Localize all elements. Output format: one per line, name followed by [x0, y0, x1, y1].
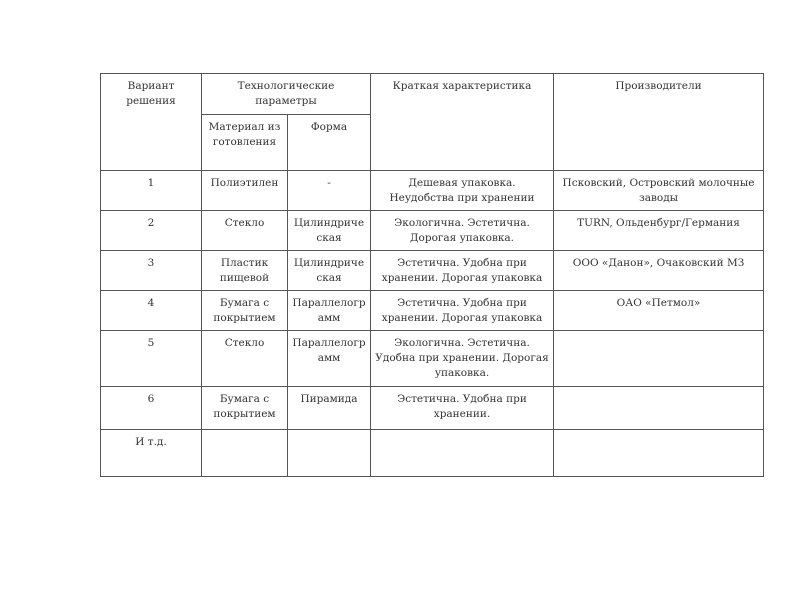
cell-producers: Псковский, Островский молочные заводы — [554, 171, 764, 211]
cell-variant: 2 — [101, 211, 202, 251]
cell-producers — [554, 387, 764, 430]
cell-variant: 3 — [101, 251, 202, 291]
cell-material: Стекло — [202, 211, 288, 251]
table-row — [101, 387, 764, 430]
cell-producers: TURN, Ольденбург/Германия — [554, 211, 764, 251]
header-tech-params: Технологические параметры — [202, 74, 371, 115]
cell-variant: 4 — [101, 291, 202, 331]
table-row — [101, 251, 764, 291]
header-characteristic: Краткая характеристика — [371, 74, 554, 171]
table-row — [101, 430, 764, 477]
cell-characteristic: Эстетична. Удобна при хранении. — [371, 387, 554, 430]
cell-variant: И т.д. — [101, 430, 202, 477]
cell-variant: 5 — [101, 331, 202, 387]
table-row — [101, 331, 764, 387]
cell-producers: ООО «Данон», Очаковский МЗ — [554, 251, 764, 291]
cell-variant: 6 — [101, 387, 202, 430]
cell-characteristic: Экологична. Эстетична. Дорогая упаковка. — [371, 211, 554, 251]
cell-producers — [554, 331, 764, 387]
cell-material — [202, 430, 288, 477]
header-form: Форма — [288, 115, 371, 171]
cell-form: - — [288, 171, 371, 211]
cell-characteristic: Эстетична. Удобна при хранении. Дорогая упаковка — [371, 291, 554, 331]
header-variant: Вариант решения — [101, 74, 202, 171]
cell-material: Бумага с покрытием — [202, 387, 288, 430]
cell-characteristic: Эстетична. Удобна при хранении. Дорогая упаковка — [371, 251, 554, 291]
cell-form: Пирамида — [288, 387, 371, 430]
cell-producers — [554, 430, 764, 477]
header-producers: Производители — [554, 74, 764, 171]
cell-material: Полиэтилен — [202, 171, 288, 211]
cell-material: Бумага с покрытием — [202, 291, 288, 331]
cell-producers: ОАО «Петмол» — [554, 291, 764, 331]
cell-characteristic: Экологична. Эстетична. Удобна при хранении. Дорогая упаковка. — [371, 331, 554, 387]
cell-form — [288, 430, 371, 477]
solutions-table — [100, 73, 764, 477]
table-row — [101, 171, 764, 211]
header-row — [101, 74, 764, 115]
cell-characteristic — [371, 430, 554, 477]
cell-material: Стекло — [202, 331, 288, 387]
cell-form: Параллелограмм — [288, 291, 371, 331]
cell-form: Цилиндрическая — [288, 251, 371, 291]
cell-form: Цилиндрическая — [288, 211, 371, 251]
cell-variant: 1 — [101, 171, 202, 211]
table-row — [101, 211, 764, 251]
cell-form: Параллелограмм — [288, 331, 371, 387]
table-row — [101, 291, 764, 331]
header-material: Материал изготовления — [202, 115, 288, 171]
cell-material: Пластик пищевой — [202, 251, 288, 291]
cell-characteristic: Дешевая упаковка. Неудобства при хранении — [371, 171, 554, 211]
